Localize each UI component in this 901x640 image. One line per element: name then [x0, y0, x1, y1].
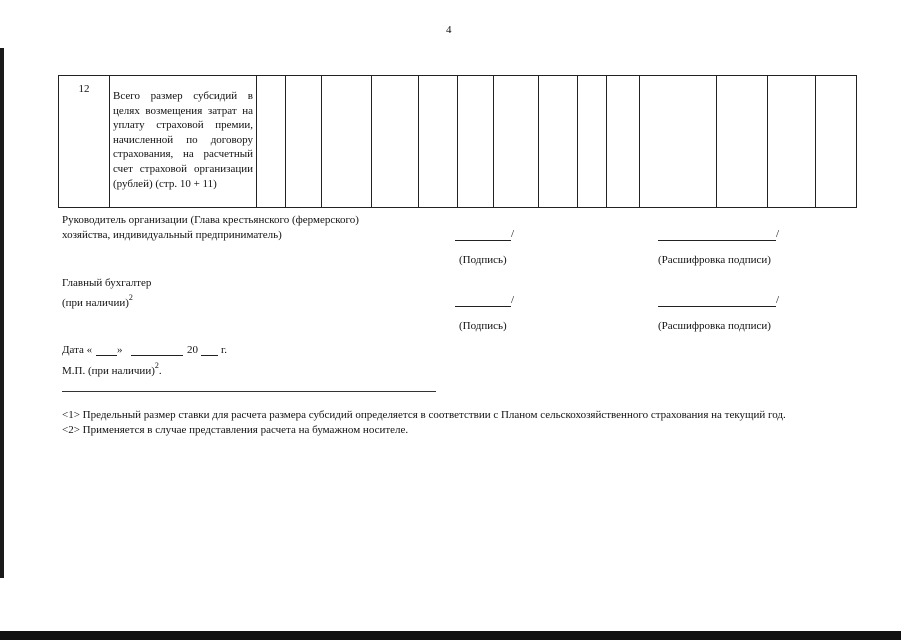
- accountant-label-line2: (при наличии)$^2$: [62, 293, 133, 309]
- head-decoding-caption: (Расшифровка подписи): [658, 254, 771, 266]
- head-decoding-line: [658, 240, 776, 241]
- date-year-line: [201, 355, 218, 356]
- footnote-1: <1> Предельный размер ставки для расчета размера субсидий определяется в соответствии с Планом сельскохозяйственного страхования на текущий год.: [62, 409, 786, 421]
- page-number: 4: [446, 24, 452, 36]
- head-signature-caption: (Подпись): [459, 254, 507, 266]
- empty-cell: [286, 76, 322, 208]
- accountant-decoding-caption: (Расшифровка подписи): [658, 320, 771, 332]
- table-row: [59, 76, 857, 208]
- empty-cell: [640, 76, 717, 208]
- accountant-signature-caption: (Подпись): [459, 320, 507, 332]
- head-label-line1: Руководитель организации (Глава крестьянского (фермерского): [62, 214, 359, 226]
- row-description-cell: Всего размер субсидий в целях возмещения затрат на уплату страховой премии, начисленной по договору страхования, на расчетный счет страховой организации (рублей) (стр. 10 + 11): [110, 76, 257, 208]
- accountant-signature-slash: /: [511, 294, 515, 306]
- stamp-label: М.П. (при наличии)$^2$.: [62, 361, 162, 377]
- empty-cell: [539, 76, 578, 208]
- scan-left-edge: [0, 48, 4, 578]
- stamp-footnote-ref: 2: [154, 361, 159, 370]
- date-month-line: [131, 355, 183, 356]
- date-year-prefix: 20: [187, 344, 198, 356]
- accountant-label-line1: Главный бухгалтер: [62, 277, 152, 289]
- empty-cell: [717, 76, 768, 208]
- subsidy-table: [58, 75, 857, 208]
- empty-cell: [578, 76, 607, 208]
- empty-cell: [458, 76, 494, 208]
- head-signature-slash: /: [511, 228, 515, 240]
- empty-cell: [768, 76, 816, 208]
- empty-cell: [257, 76, 286, 208]
- date-day-line: [96, 355, 117, 356]
- accountant-signature-line: [455, 306, 511, 307]
- empty-cell: [607, 76, 640, 208]
- empty-cell: [816, 76, 857, 208]
- empty-cell: [494, 76, 539, 208]
- empty-cell: [419, 76, 458, 208]
- head-signature-line: [455, 240, 511, 241]
- footnote-2: <2> Применяется в случае представления расчета на бумажном носителе.: [62, 424, 409, 436]
- accountant-decoding-line: [658, 306, 776, 307]
- accountant-decoding-slash: /: [776, 294, 780, 306]
- date-year-suffix: г.: [221, 344, 228, 356]
- date-label: Дата «: [62, 344, 93, 356]
- head-decoding-slash: /: [776, 228, 780, 240]
- empty-cell: [372, 76, 419, 208]
- date-quote-close: »: [117, 344, 123, 356]
- row-number-cell: 12: [59, 76, 110, 208]
- empty-cell: [322, 76, 372, 208]
- head-label-line2: хозяйства, индивидуальный предприниматель): [62, 229, 282, 241]
- scan-bottom-edge: [0, 631, 901, 640]
- accountant-footnote-ref: 2: [128, 293, 133, 302]
- footnote-separator: [62, 391, 436, 392]
